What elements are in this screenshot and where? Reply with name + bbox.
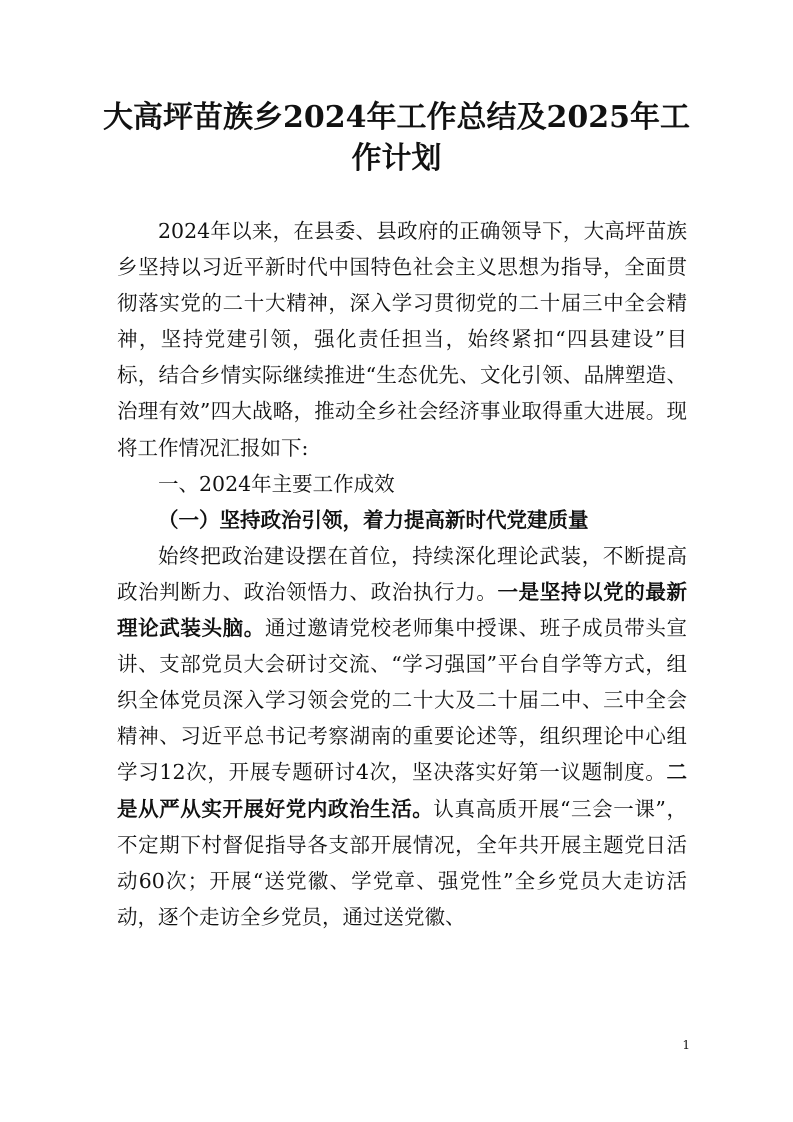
section-heading-1: 一、2024年主要工作成效 [158,471,395,496]
document-title [100,97,693,179]
paragraph-1-bold-a: 一是坚持以党的最新理论武装头脑。 [117,579,688,641]
intro-paragraph: 2024年以来，在县委、县政府的正确领导下，大高坪苗族乡坚持以习近平新时代中国特色社会主义思想为指导，全面贯彻落实党的二十大精神，深入学习贯彻党的二十届三中全会精神，坚持党建引领，强化责任担当，始终紧扣“四县建设”目标，结合乡情实际继续推进“生态优先、文化引领、品牌塑造、治理有效”四大战略，推动全乡社会经济事业取得重大进展。现将工作情况汇报如下: [117,219,687,460]
paragraph-1-text-a: 始终把政治建设摆在首位，持续深化理论武装，不断提高政治判断力、政治领悟力、政治执行力。 [117,543,687,604]
paragraph-1-text-c: 认真高质开展“三会一课”，不定期下村督促指导各支部开展情况，全年共开展主题党日活动60次；开展“送党徽、学党章、强党性”全乡党员大走访活动，逐个走访全乡党员，通过送党徽、 [117,796,687,929]
paragraph-1-bold-b: 二是从严从实开展好党内政治生活。 [117,760,687,821]
paragraph-1-text-b: 通过邀请党校老师集中授课、班子成员带头宣讲、支部党员大会研讨交流、“学习强国”平台自学等方式，组织全体党员深入学习领会党的二十大及二十届二中、三中全会精神、习近平总书记考察湖南的重要论述等，组织理论中心组学习12次，开展专题研讨4次，坚决落实好第一议题制度。 [117,616,688,785]
title-line-1: 大高坪苗族乡2024年工作总结及2025年工 [103,100,690,135]
document-body [117,213,687,935]
page-number: 1 [682,1038,690,1052]
subsection-heading-1-1: （一）坚持政治引领，着力提高新时代党建质量 [158,507,589,532]
title-line-2: 作计划 [351,141,442,176]
paragraph-1 [117,538,687,935]
